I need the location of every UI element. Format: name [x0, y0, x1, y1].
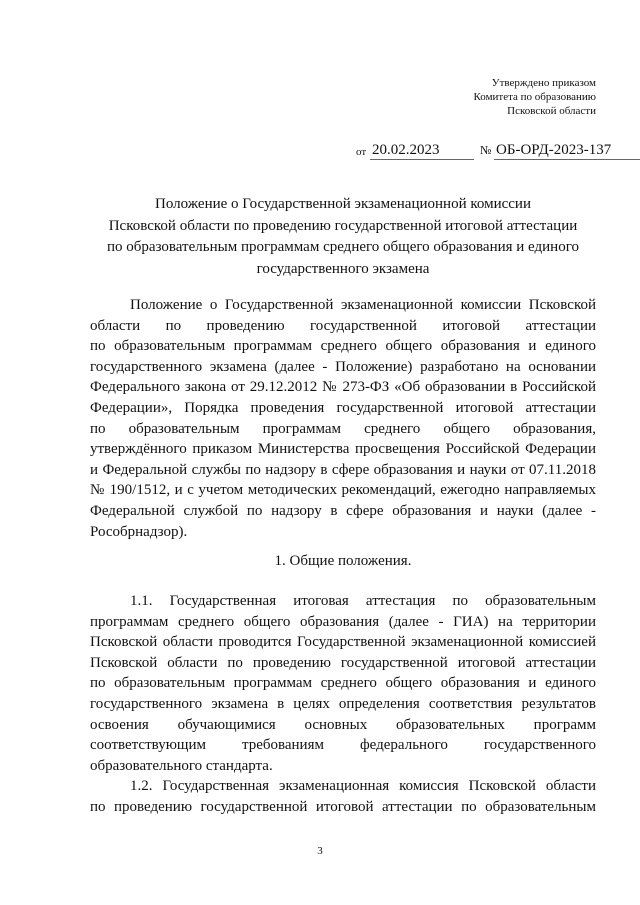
text-line: по образовательным программам среднего общего образования и единого [90, 675, 596, 692]
document-title [90, 194, 596, 280]
text-line: утверждённого приказом Министерства просвещения Российской Федерации [90, 441, 596, 458]
text-line: по проведению государственной итоговой аттестации по образовательным [90, 798, 596, 815]
text-line: государственного экзамена в целях определения соответствия результатов [90, 695, 596, 712]
text-line: 1.2. Государственная экзаменационная комиссия Псковской области [130, 778, 596, 795]
title-line: Псковской области по проведению государственной итоговой аттестации [108, 217, 578, 234]
approval-stamp [473, 76, 596, 118]
text-line: 1.1. Государственная итоговая аттестация по образовательным [130, 593, 596, 609]
intro-paragraph [90, 295, 596, 542]
text-line: области по проведению государственной итоговой аттестации [90, 317, 596, 334]
page-number: 3 [317, 845, 323, 857]
approval-line-1: Утверждено приказом [491, 77, 596, 89]
order-date-label: от [356, 146, 367, 158]
approval-line-2: Комитета по образованию [473, 91, 596, 103]
order-number-label: № [480, 143, 492, 157]
text-line: по образовательным программам среднего общего образования, [90, 420, 596, 437]
text-line: по образовательным программам среднего общего образования и единого [90, 338, 596, 355]
order-number: ОБ-ОРД-2023-137 [494, 141, 640, 160]
text-line: № 190/1512, и с учетом методических рекомендаций, ежегодно направляемых [90, 482, 596, 499]
title-line: Положение о Государственной экзаменационной комиссии [155, 196, 531, 212]
text-line: программам среднего общего образования (далее - ГИА) на территории [90, 613, 596, 630]
text-line: Федерального закона от 29.12.2012 № 273-ФЗ «Об образовании в Российской [90, 379, 596, 396]
text-line: Положение о Государственной экзаменационной комиссии Псковской [130, 297, 596, 313]
section-heading: 1. Общие положения. [274, 553, 412, 569]
title-line: государственного экзамена [256, 260, 430, 277]
text-line: и Федеральной службы по надзору в сфере образования и науки от 07.11.2018 [90, 461, 596, 478]
text-line: государственного экзамена (далее - Положение) разработано на основании [90, 358, 596, 375]
clauses-paragraph [90, 591, 596, 818]
text-line: Псковской области проводится Государственной экзаменационной комиссией [90, 634, 596, 651]
title-line: по образовательным программам среднего общего образования и единого [107, 239, 579, 255]
order-reference [356, 140, 640, 160]
order-date: 20.02.2023 [370, 141, 474, 160]
approval-line-3: Псковской области [507, 105, 596, 117]
text-line: освоения обучающимися основных образовательных программ [90, 716, 596, 733]
text-line: Федеральной службой по надзору в сфере образования и науки (далее - [90, 502, 596, 519]
text-line: Федерации», Порядка проведения государственной итоговой аттестации [90, 399, 596, 416]
text-line: Рособрнадзор). [90, 523, 188, 540]
text-line: Псковской области по проведению государственной итоговой аттестации [90, 654, 596, 671]
text-line: образовательного стандарта. [90, 757, 273, 774]
text-line: соответствующим требованиям федерального государственного [90, 737, 596, 754]
